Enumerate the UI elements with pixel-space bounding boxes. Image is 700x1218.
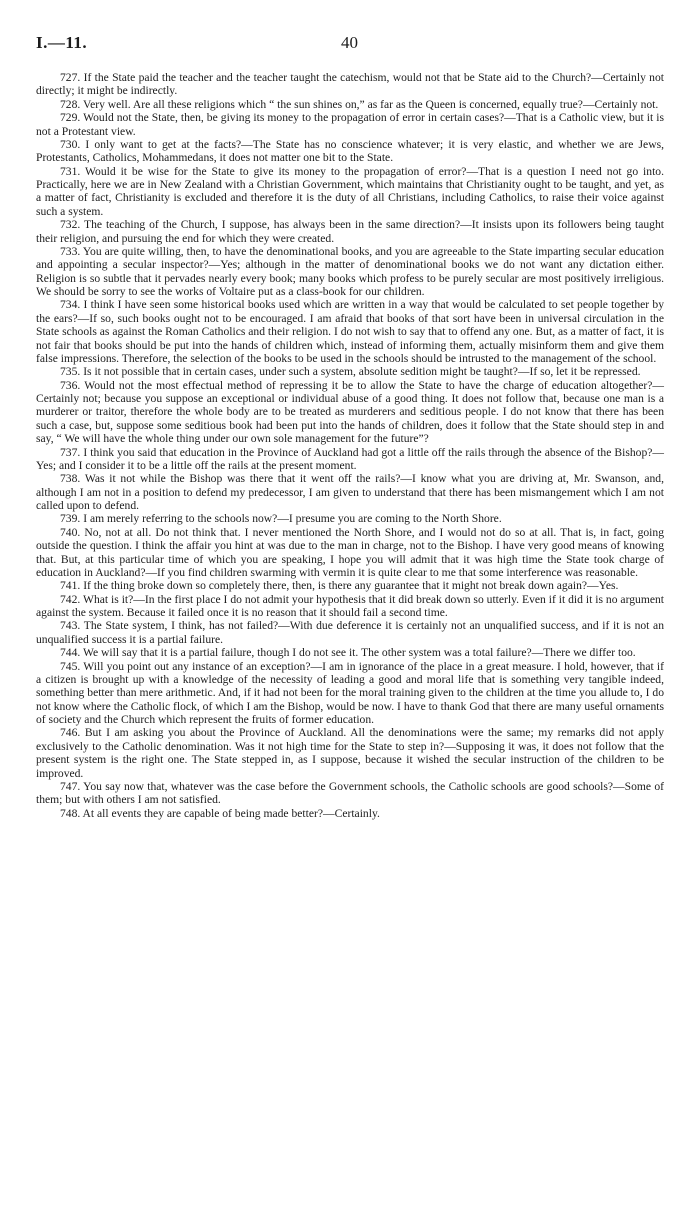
page-number: 40 <box>341 33 358 52</box>
paragraph-738: 738. Was it not while the Bishop was there that it went off the rails?—I know what you are driving at, Mr. Swanson, and, although I am not in a position to defend my predecessor, I am given to understand that there has been mismangement which I am not called upon to defend. <box>36 472 664 512</box>
paragraph-743: 743. The State system, I think, has not failed?—With due deference it is certainly not an unqualified success, and if it is not an unqualified success it is a partial failure. <box>36 619 664 646</box>
paragraph-728: 728. Very well. Are all these religions which “ the sun shines on,” as far as the Queen is concerned, equally true?—Certainly not. <box>60 97 659 111</box>
paragraph-747: 747. You say now that, whatever was the case before the Government schools, the Catholic schools are good schools?—Some of them; but with others I am not satisfied. <box>36 779 664 807</box>
paragraph-731: 731. Would it be wise for the State to give its money to the propagation of error?—That is a question I need not go into. Practically, here we are in New Zealand with a Christian Government, which maintains that Christianity ought to be taught, and yet, as a matter of fact, Christianity is excluded and therefore it is the duty of all Christians, including Catholics, to raise their voice against such a system. <box>36 164 664 218</box>
paragraph-746: 746. But I am asking you about the Province of Auckland. All the denominations were the same; my remarks did not apply exclusively to the Catholic denomination. Was it not high time for the State to step in?—Supposing it was, it does not follow that the present system is the right one. The State stepped in, as I suppose, because it wished the secular instruction of the children to be improved. <box>36 726 664 780</box>
paragraph-734: 734. I think I have seen some historical books used which are written in a way that would be calculated to set people together by the ears?—If so, such books ought not to be encouraged. I am afraid that books of that sort have been in universal circulation in the State schools as against the Roman Catholics and their religion. I do not wish to say that to offend any one. But, as a matter of fact, it is not fair that books should be put into the hands of children which, instead of informing them, actually misinform them and give them false impressions. Therefore, the selection of the books to be used in the schools should be intrusted to the management of the school. <box>36 298 664 365</box>
paragraph-741: 741. If the thing broke down so completely there, then, is there any guarantee that it might not break down again?—Yes. <box>60 579 619 593</box>
document-body <box>36 71 664 820</box>
paragraph-739: 739. I am merely referring to the schools now?—I presume you are coming to the North Shore. <box>60 512 502 526</box>
paragraph-744: 744. We will say that it is a partial failure, though I do not see it. The other system was a total failure?—There we differ too. <box>60 646 636 660</box>
paragraph-733: 733. You are quite willing, then, to have the denominational books, and you are agreeable to the State imparting secular education and appointing a secular inspector?—Yes; although in the matter of denominational books we do not want any dictation either. Religion is so subtle that it pervades nearly every book; many books which profess to be purely secular are most positively irreligious. We should be sorry to see the works of Voltaire put as a class-book for our children. <box>36 244 664 298</box>
paragraph-737: 737. I think you said that education in the Province of Auckland had got a little off the rails through the absence of the Bishop?—Yes; and I consider it to be a little off the rails at the present moment. <box>36 445 664 472</box>
document-reference: I.—11. <box>36 33 88 52</box>
paragraph-748: 748. At all events they are capable of being made better?—Certainly. <box>60 806 380 820</box>
paragraph-732: 732. The teaching of the Church, I suppose, has always been in the same direction?—It insists upon its followers being taught their religion, and pursuing the end for which they were created. <box>36 218 664 245</box>
paragraph-742: 742. What is it?—In the first place I do not admit your hypothesis that it did break down so utterly. Even if it did it is no argument against the system. Because it failed once it is no reason that it should fail a second time. <box>36 592 664 619</box>
paragraph-745: 745. Will you point out any instance of an exception?—I am in ignorance of the place in a great measure. I hold, however, that if a citizen is brought up with a knowledge of the necessity of leading a good and moral life that is something very tangible indeed, something better than mere arithmetic. And, if it had not been for the moral training given to the children at the time you allude to, I do not know where the Catholic flock, of which I am the Bishop, would be now. I have to thank God that there are many useful ornaments of society and the Church which represent the fruits of former education. <box>36 659 664 726</box>
paragraph-730: 730. I only want to get at the facts?—The State has no conscience whatever; it is very elastic, and whether we are Jews, Protestants, Catholics, Mohammedans, it does not matter one bit to the State. <box>36 137 664 165</box>
page-header <box>36 33 664 53</box>
paragraph-736: 736. Would not the most effectual method of repressing it be to allow the State to have the charge of education altogether?—Certainly not; because you suppose an exceptional or individual abuse of a good thing. It does not follow that, because one man is a murderer or traitor, therefore the whole body are to be treated as murderers and seditious people. I do not know that there has been such a case, but, suppose some seditious book had been put into the hands of children, does it follow that the State should step in and say, “ We will have the whole thing under our own sole management for the future”? <box>36 378 664 446</box>
paragraph-727: 727. If the State paid the teacher and the teacher taught the catechism, would not that be State aid to the Church?—Certainly not directly; it might be indirectly. <box>36 71 664 98</box>
paragraph-729: 729. Would not the State, then, be giving its money to the propagation of error in certain cases?—That is a Catholic view, but it is not a Protestant view. <box>36 111 664 138</box>
paragraph-735: 735. Is it not possible that in certain cases, under such a system, absolute sedition might be taught?—If so, let it be repressed. <box>60 365 641 379</box>
paragraph-740: 740. No, not at all. Do not think that. I never mentioned the North Shore, and I would not do so at all. That is, in fact, going outside the question. I think the affair you hint at was due to the man in charge, not to the Bishop. I have very good means of knowing that. But, at this particular time of which you are speaking, I hope you will admit that it was high time the State took charge of education in Auckland?—If you find children swarming with vermin it is quite clear to me that some interference was reasonable. <box>36 525 664 579</box>
